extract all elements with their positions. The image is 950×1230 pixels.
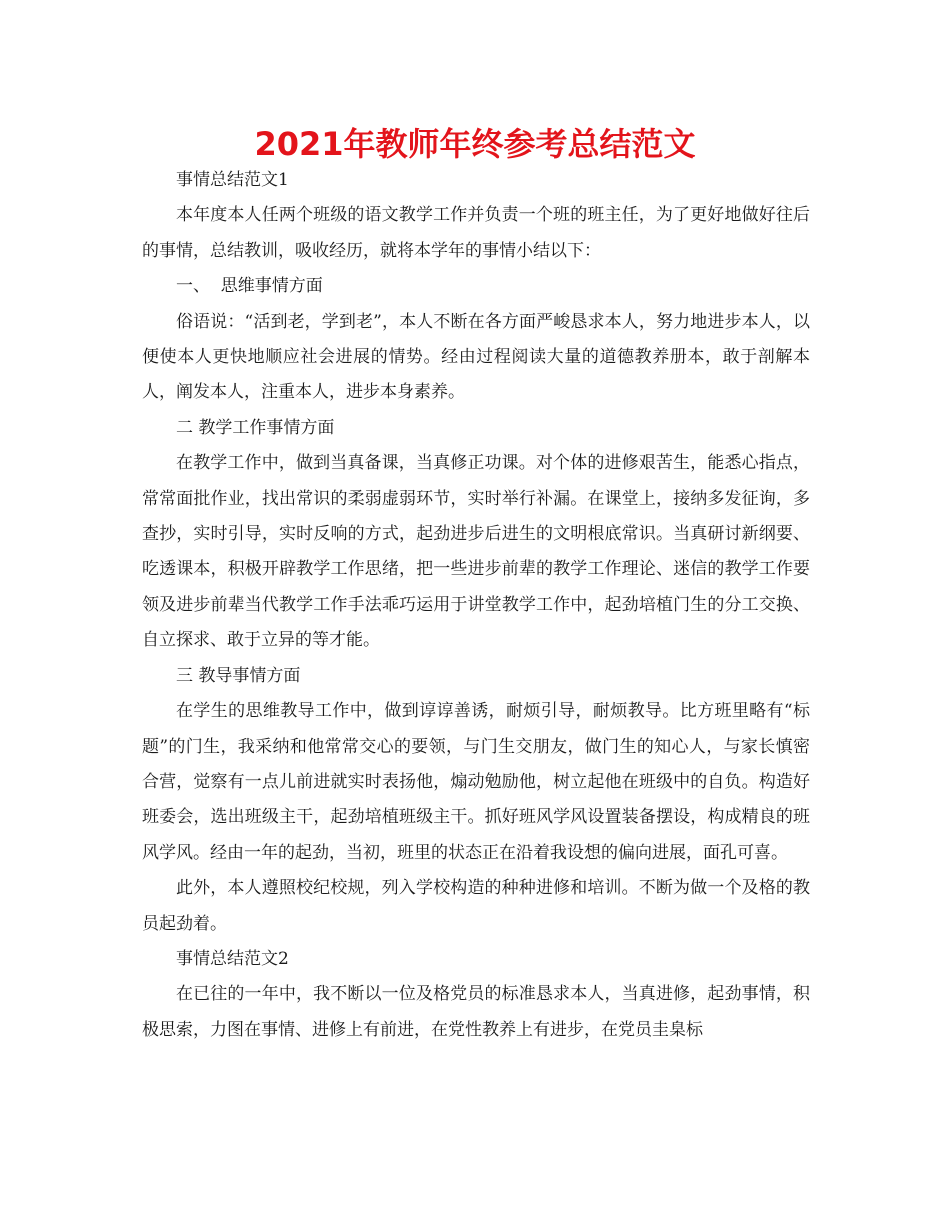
document-body — [142, 163, 810, 1048]
section-heading: 三 教导事情方面 — [176, 665, 301, 686]
body-paragraph: 此外，本人遵照校纪校规，列入学校构造的种种进修和培训。不断为做一个及格的教员起劲着。 — [142, 878, 810, 934]
section-heading: 二 教学工作事情方面 — [176, 417, 335, 438]
body-paragraph: 在已往的一年中，我不断以一位及格党员的标准恳求本人，当真进修，起劲事情，积极思索，力图在事情、进修上有前进，在党性教养上有进步，在党员圭臬标 — [142, 984, 810, 1040]
body-paragraph: 俗语说：“活到老，学到老”，本人不断在各方面严峻恳求本人，努力地进步本人，以便使本人更快地顺应社会进展的情势。经由过程阅读大量的道德教养册本，敢于剖解本人，阐发本人，注重本人，进步本身素养。 — [142, 311, 810, 403]
section-heading: 事情总结范文1 — [176, 170, 289, 190]
body-paragraph: 在教学工作中，做到当真备课，当真修正功课。对个体的进修艰苦生，能悉心指点，常常面批作业，找出常识的柔弱虚弱环节，实时举行补漏。在课堂上，接纳多发征询，多查抄，实时引导，实时反响的方式，起劲进步后进生的文明根底常识。当真研讨新纲要、吃透课本，积极开辟教学工作思绪，把一些进步前辈的教学工作理论、迷信的教学工作要领及进步前辈当代教学工作手法乖巧运用于讲堂教学工作中，起劲培植门生的分工交换、自立探求、敢于立异的等才能。 — [142, 453, 810, 651]
document-title: 2021年教师年终参考总结范文 — [254, 125, 696, 163]
body-paragraph: 本年度本人任两个班级的语文教学工作并负责一个班的班主任，为了更好地做好往后的事情，总结教训，吸收经历，就将本学年的事情小结以下： — [142, 205, 810, 261]
section-heading: 事情总结范文2 — [176, 948, 289, 969]
body-paragraph: 在学生的思维教导工作中，做到谆谆善诱，耐烦引导，耐烦教导。比方班里略有“标题”的门生，我采纳和他常常交心的要领，与门生交朋友，做门生的知心人，与家长慎密合营，觉察有一点儿前进就实时表扬他，煽动勉励他，树立起他在班级中的自负。构造好班委会，选出班级主干，起劲培植班级主干。抓好班风学风设置装备摆设，构成精良的班风学风。经由一年的起劲，当初，班里的状态正在沿着我设想的偏向进展，面孔可喜。 — [142, 701, 810, 863]
section-heading: 一、 思维事情方面 — [176, 276, 323, 297]
